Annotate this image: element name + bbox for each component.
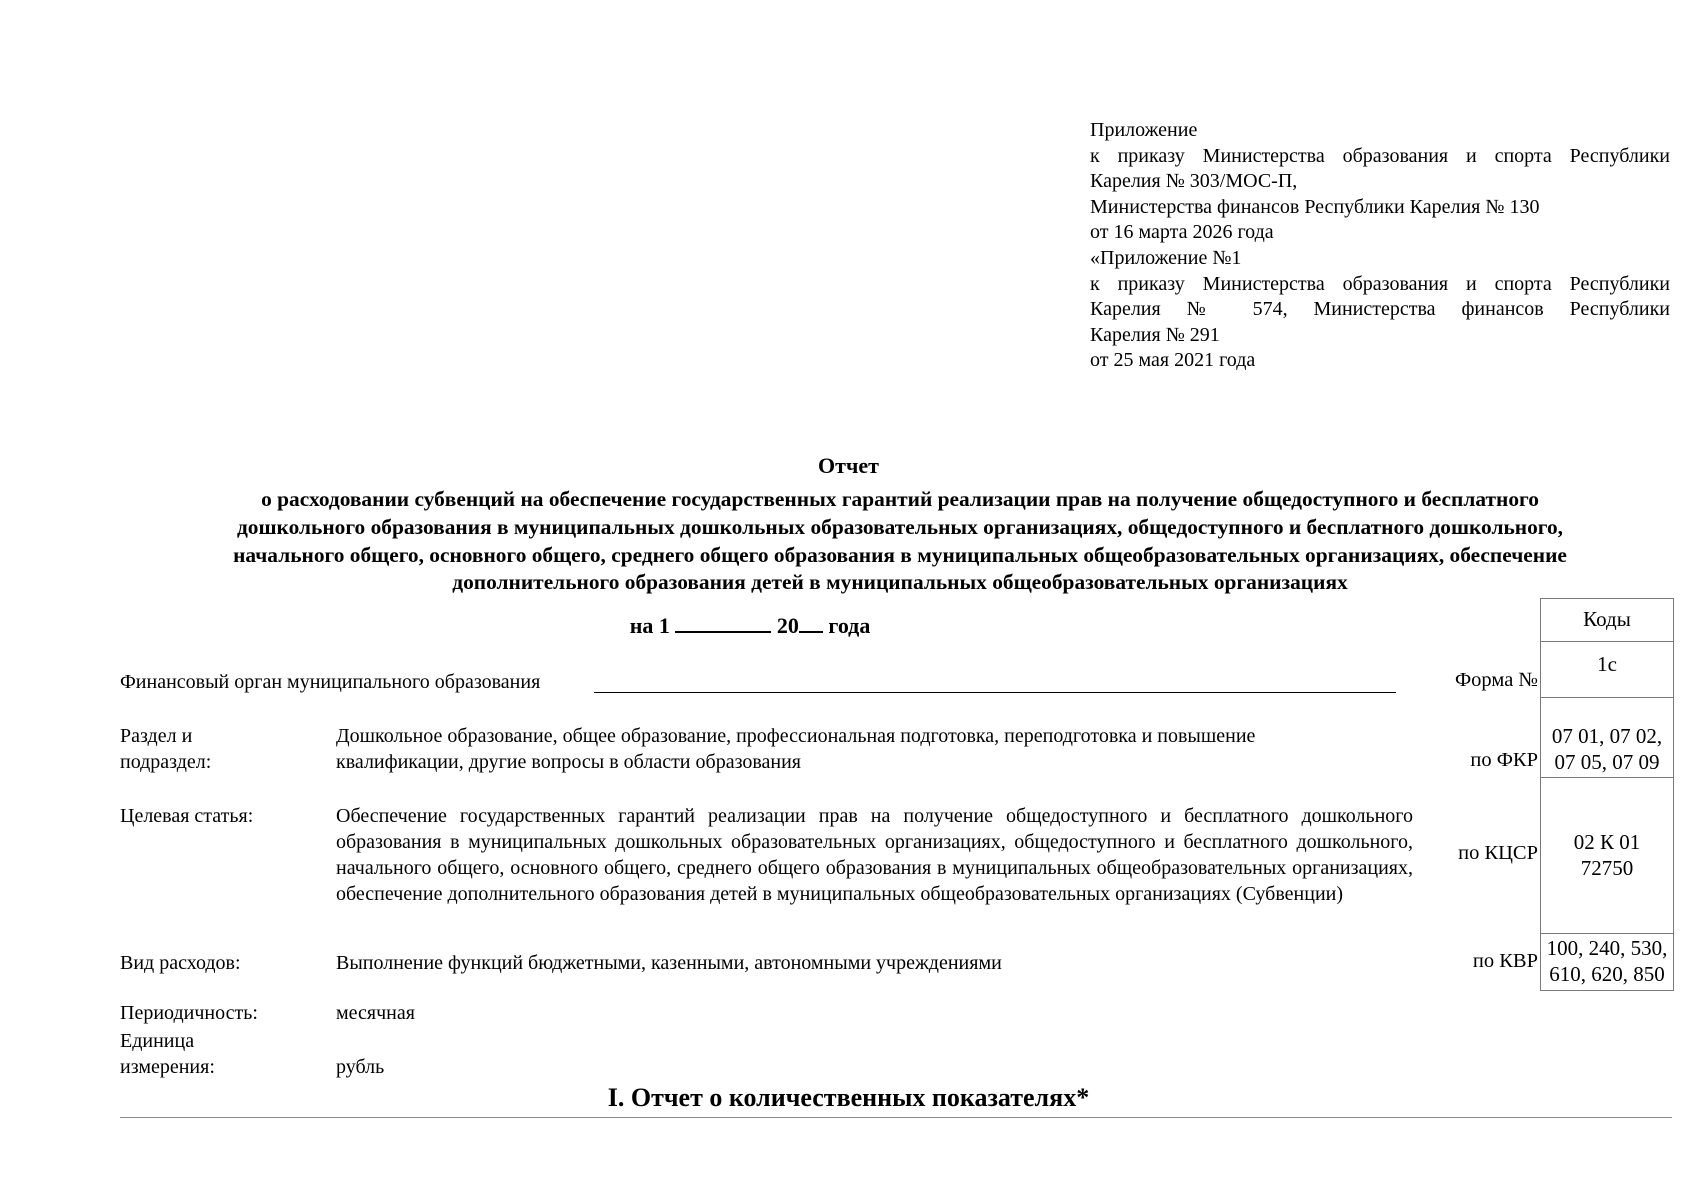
codes-header: Коды bbox=[1541, 599, 1673, 642]
date-prefix: на 1 bbox=[629, 613, 670, 638]
target-label: Целевая статья: bbox=[120, 805, 254, 827]
kcsr-code-line: 72750 bbox=[1580, 855, 1634, 880]
unit-label bbox=[120, 1028, 215, 1080]
unit-value: рубль bbox=[336, 1056, 385, 1078]
appendix-block bbox=[1090, 118, 1670, 374]
kcsr-code bbox=[1541, 778, 1673, 934]
form-code: 1с bbox=[1541, 642, 1673, 698]
fkr-label: по ФКР bbox=[1470, 749, 1538, 771]
kvr-code bbox=[1541, 934, 1673, 990]
form-label: Форма № bbox=[1454, 669, 1538, 691]
codes-table bbox=[1540, 598, 1674, 991]
appendix-line: Карелия № 574, Министерства финансов Республики bbox=[1090, 298, 1670, 321]
subtitle-line: начального общего, основного общего, среднего общего образования в муниципальных общеобразовательных организациях, обеспечение bbox=[233, 542, 1567, 567]
appendix-line: Карелия № 303/МОС-П, bbox=[1090, 170, 1298, 193]
appendix-line: к приказу Министерства образования и спорта Республики bbox=[1090, 272, 1670, 295]
kvr-code-line: 100, 240, 530, bbox=[1546, 936, 1668, 960]
date-day-month-blank[interactable] bbox=[675, 614, 771, 633]
appendix-line: «Приложение №1 bbox=[1090, 246, 1242, 269]
kvr-label: по КВР bbox=[1472, 950, 1538, 972]
appendix-line: от 16 марта 2026 года bbox=[1090, 221, 1274, 244]
expense-text: Выполнение функций бюджетными, казенными, автономными учреждениями bbox=[336, 952, 1002, 974]
report-date-line bbox=[600, 613, 900, 639]
unit-label-line: Единица bbox=[120, 1030, 195, 1052]
section-one-title: I. Отчет о количественных показателях* bbox=[607, 1083, 1090, 1112]
section-label-line: Раздел и bbox=[120, 725, 193, 747]
report-title: Отчет bbox=[818, 453, 879, 478]
appendix-line: Карелия № 291 bbox=[1090, 323, 1220, 346]
target-text: Обеспечение государственных гарантий реализации прав на получение общедоступного и бесплатного дошкольного образования в муниципальных дошкольных образовательных организациях, общедоступного и бесплатного дошкольного, начального общего, основного общего, среднего общего образования в муниципальных общеобразовательных организациях, обеспечение дополнительного образования детей в муниципальных общеобразовательных организациях (Субвенции) bbox=[336, 805, 1413, 905]
section-label bbox=[120, 723, 211, 775]
appendix-line: Приложение bbox=[1090, 119, 1198, 141]
kcsr-label: по КЦСР bbox=[1458, 842, 1538, 864]
section-text-line: квалификации, другие вопросы в области образования bbox=[336, 751, 802, 773]
subtitle-line: дошкольного образования в муниципальных дошкольных образовательных организациях, общедоступного и бесплатного дошкольного, bbox=[236, 514, 1564, 539]
report-subtitle bbox=[120, 486, 1680, 597]
section-text bbox=[336, 723, 1416, 775]
expense-label: Вид расходов: bbox=[120, 952, 241, 974]
subtitle-line: о расходовании субвенций на обеспечение государственных гарантий реализации прав на получение общедоступного и бесплатного bbox=[261, 487, 1539, 511]
period-label: Периодичность: bbox=[120, 1002, 258, 1024]
section-text-line: Дошкольное образование, общее образование, профессиональная подготовка, переподготовка и повышение bbox=[336, 725, 1256, 747]
appendix-line: к приказу Министерства образования и спорта Республики bbox=[1090, 144, 1670, 167]
date-suffix: года bbox=[828, 613, 871, 638]
section-divider bbox=[120, 1117, 1672, 1118]
kvr-code-line: 610, 620, 850 bbox=[1549, 961, 1665, 986]
fkr-code-line: 07 05, 07 09 bbox=[1554, 749, 1660, 774]
kcsr-code-line: 02 К 01 bbox=[1573, 830, 1641, 854]
fin-organ-input-line[interactable] bbox=[594, 692, 1396, 693]
subtitle-line: дополнительного образования детей в муниципальных общеобразовательных организациях bbox=[452, 570, 1348, 595]
date-year-blank[interactable] bbox=[799, 614, 823, 633]
fkr-code-line: 07 01, 07 02, bbox=[1551, 724, 1663, 748]
period-value: месячная bbox=[336, 1002, 415, 1024]
date-year: 20 bbox=[776, 613, 799, 638]
appendix-line: от 25 мая 2021 года bbox=[1090, 349, 1256, 372]
section-label-line: подраздел: bbox=[120, 751, 212, 773]
fin-organ-label: Финансовый орган муниципального образования bbox=[120, 671, 541, 693]
appendix-line: Министерства финансов Республики Карелия № 130 bbox=[1090, 195, 1540, 218]
fkr-code bbox=[1541, 698, 1673, 778]
unit-label-line: измерения: bbox=[120, 1056, 215, 1078]
